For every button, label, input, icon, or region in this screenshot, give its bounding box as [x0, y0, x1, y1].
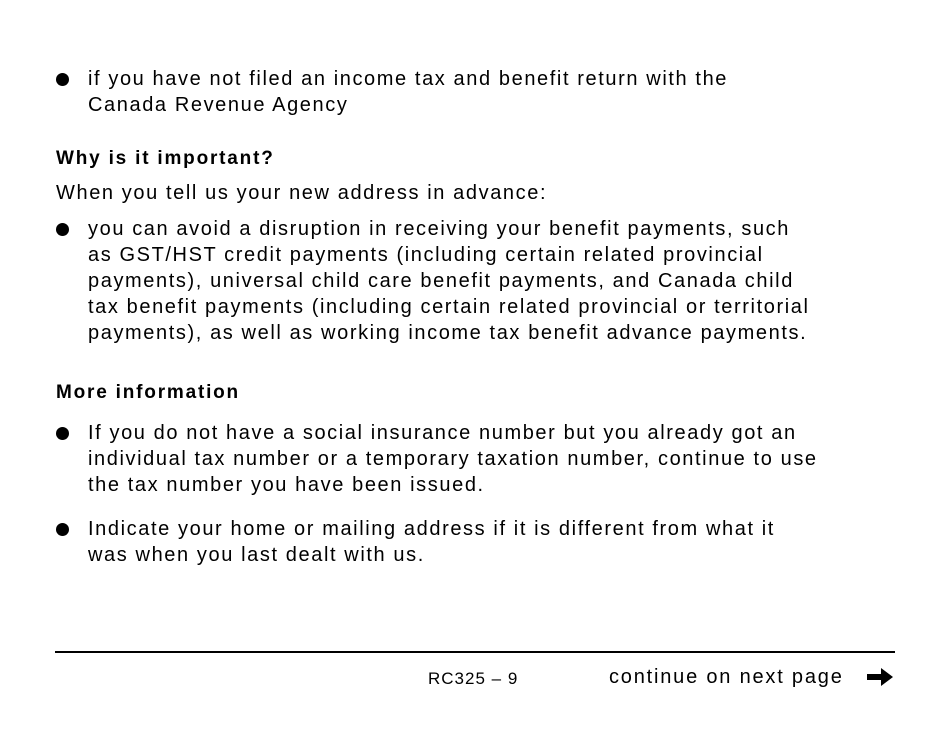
section-heading-why: Why is it important? — [56, 148, 275, 169]
list-item-line: you can avoid a disruption in receiving your benefit payments, such — [88, 218, 790, 240]
section-heading-more-info: More information — [56, 382, 240, 403]
bullet-icon — [56, 523, 69, 536]
page-number: RC325 – 9 — [428, 669, 519, 688]
bullet-icon — [56, 73, 69, 86]
list-item-line: Canada Revenue Agency — [88, 94, 349, 116]
list-item-line: was when you last dealt with us. — [88, 544, 425, 566]
continue-label: continue on next page — [609, 666, 844, 688]
list-item-line: as GST/HST credit payments (including certain related provincial — [88, 244, 764, 266]
list-item-line: individual tax number or a temporary taxation number, continue to use — [88, 448, 818, 470]
list-item-line: tax benefit payments (including certain related provincial or territorial — [88, 296, 810, 318]
list-item-line: the tax number you have been issued. — [88, 474, 485, 496]
list-item-line: payments), as well as working income tax benefit advance payments. — [88, 322, 808, 344]
why-intro-text: When you tell us your new address in advance: — [56, 182, 548, 204]
list-item-line: Indicate your home or mailing address if it is different from what it — [88, 518, 775, 540]
bullet-icon — [56, 427, 69, 440]
right-arrow-icon — [866, 667, 894, 687]
bullet-icon — [56, 223, 69, 236]
list-item-line: if you have not filed an income tax and benefit return with the — [88, 68, 729, 90]
footer-divider — [55, 651, 895, 653]
list-item-line: payments), universal child care benefit payments, and Canada child — [88, 270, 794, 292]
list-item-line: If you do not have a social insurance number but you already got an — [88, 422, 797, 444]
